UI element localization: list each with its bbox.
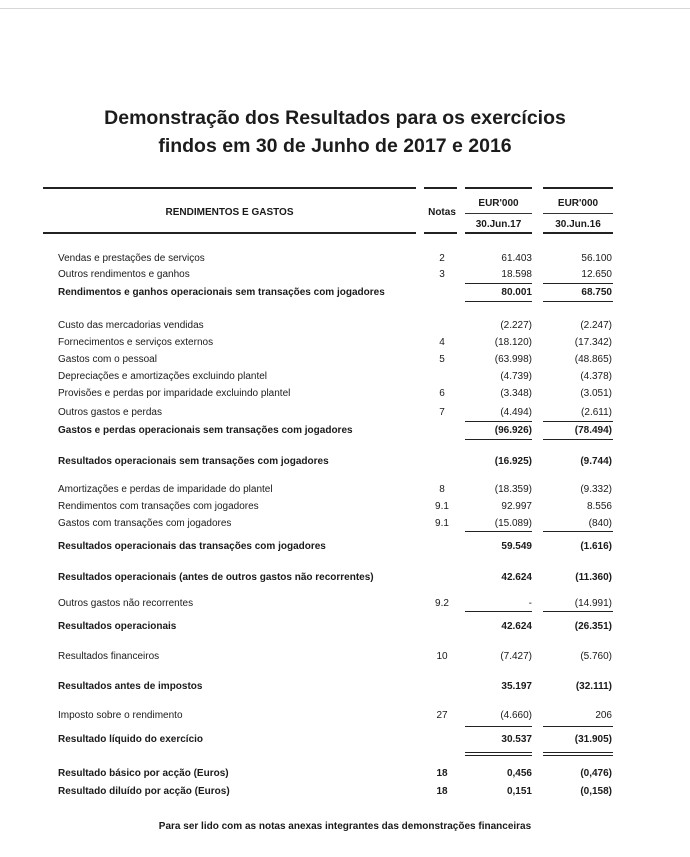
row-value-2016: (9.332) <box>580 484 612 495</box>
row-value-2017: (7.427) <box>500 651 532 662</box>
row-value-2016: 12.650 <box>581 269 612 280</box>
row-label: Fornecimentos e serviços externos <box>58 337 214 348</box>
row-value-2017: (4.494) <box>500 407 532 418</box>
row-value-2016: (0,158) <box>580 786 612 797</box>
statement-row <box>0 406 690 420</box>
header-top-rule-notas <box>424 187 457 189</box>
footer-note: Para ser lido com as notas anexas integrantes das demonstrações financeiras <box>158 821 532 832</box>
statement-row <box>0 620 690 634</box>
total-rule-2017 <box>465 301 532 302</box>
row-value-2016: (32.111) <box>575 681 612 692</box>
total-rule-2017 <box>465 439 532 440</box>
net-result-rule-2016 <box>543 752 613 753</box>
row-label: Resultado básico por acção (Euros) <box>58 768 229 779</box>
net-result-double-rule-2016 <box>543 755 613 756</box>
statement-row <box>0 455 690 469</box>
row-note: 18 <box>436 768 448 779</box>
statement-row <box>0 785 690 799</box>
row-note: 2 <box>439 253 445 264</box>
row-value-2017: (16.925) <box>494 456 532 467</box>
row-label: Amortizações e perdas de imparidade do plantel <box>58 484 273 495</box>
statement-row <box>0 319 690 333</box>
row-label: Outros gastos não recorrentes <box>58 598 194 609</box>
statement-row <box>0 597 690 611</box>
row-value-2016: (0,476) <box>580 768 612 779</box>
row-label: Resultados financeiros <box>58 651 160 662</box>
row-label: Depreciações e amortizações excluindo plantel <box>58 371 268 382</box>
row-label: Resultados operacionais (antes de outros gastos não recorrentes) <box>58 572 374 583</box>
document-title-line-2: findos em 30 de Junho de 2017 e 2016 <box>158 135 512 157</box>
row-value-2017: 0,456 <box>506 768 532 779</box>
row-label: Vendas e prestações de serviços <box>58 253 205 264</box>
row-value-2017: (4.660) <box>500 710 532 721</box>
row-value-2017: 0,151 <box>506 786 532 797</box>
statement-row <box>0 387 690 401</box>
row-note: 8 <box>439 484 445 495</box>
row-note: 7 <box>439 407 445 418</box>
row-value-2016: (840) <box>588 518 612 529</box>
row-value-2017: - <box>528 598 532 609</box>
row-value-2016: 68.750 <box>581 287 612 298</box>
subtotal-rule-2017 <box>465 283 532 284</box>
row-label: Gastos e perdas operacionais sem transações com jogadores <box>58 425 353 436</box>
row-value-2016: (2.611) <box>581 407 612 418</box>
header-bottom-rule-2016 <box>543 232 613 234</box>
net-result-double-rule-2017 <box>465 755 532 756</box>
row-value-2016: (4.378) <box>580 371 612 382</box>
row-value-2016: 56.100 <box>581 253 612 264</box>
row-note: 9.2 <box>435 598 449 609</box>
header-mid-rule-2017 <box>465 213 532 214</box>
row-label: Resultados operacionais sem transações com jogadores <box>58 456 329 467</box>
subtotal-rule-2017 <box>465 531 532 532</box>
subtotal-rule-2017 <box>465 611 532 612</box>
row-value-2016: (31.905) <box>574 734 612 745</box>
statement-row <box>0 571 690 585</box>
subtotal-rule-2017 <box>465 421 532 422</box>
row-label: Resultados operacionais das transações com jogadores <box>58 541 326 552</box>
subtotal-rule-2016 <box>543 421 613 422</box>
statement-row <box>0 680 690 694</box>
subtotal-rule-2016 <box>543 531 613 532</box>
row-value-2017: (96.926) <box>494 425 532 436</box>
row-value-2016: (17.342) <box>574 337 612 348</box>
row-label: Resultados operacionais <box>58 621 177 632</box>
row-value-2016: 8.556 <box>586 501 612 512</box>
row-note: 18 <box>436 786 448 797</box>
statement-row <box>0 540 690 554</box>
row-note: 27 <box>436 710 448 721</box>
row-label: Imposto sobre o rendimento <box>58 710 183 721</box>
row-value-2016: (11.360) <box>575 572 612 583</box>
statement-row <box>0 709 690 723</box>
subtotal-rule-2016 <box>543 283 613 284</box>
row-label: Resultado líquido do exercício <box>58 734 204 745</box>
row-label: Outros gastos e perdas <box>58 407 162 418</box>
col-2017-date: 30.Jun.17 <box>475 219 522 230</box>
row-value-2016: (26.351) <box>574 621 612 632</box>
row-value-2016: (2.247) <box>580 320 612 331</box>
statement-row <box>0 767 690 781</box>
row-value-2017: 61.403 <box>501 253 532 264</box>
row-value-2016: (5.760) <box>580 651 612 662</box>
row-value-2017: 18.598 <box>501 269 532 280</box>
statement-row <box>0 650 690 664</box>
row-note: 10 <box>436 651 448 662</box>
statement-row <box>0 370 690 384</box>
row-label: Resultados antes de impostos <box>58 681 203 692</box>
row-value-2016: (14.991) <box>574 598 612 609</box>
row-value-2016: 206 <box>595 710 612 721</box>
header-bottom-rule-notas <box>424 232 457 234</box>
row-value-2016: (48.865) <box>574 354 612 365</box>
statement-row <box>0 483 690 497</box>
subtotal-rule-2016 <box>543 726 613 727</box>
statement-row <box>0 268 690 282</box>
header-top-rule-2017 <box>465 187 532 189</box>
statement-row <box>0 353 690 367</box>
row-label: Rendimentos com transações com jogadores <box>58 501 259 512</box>
net-result-rule-2017 <box>465 752 532 753</box>
page-top-border <box>0 8 690 9</box>
header-bottom-rule-2017 <box>465 232 532 234</box>
header-top-rule <box>43 187 416 189</box>
statement-row <box>0 424 690 438</box>
row-note: 5 <box>439 354 445 365</box>
row-value-2017: (4.739) <box>500 371 532 382</box>
row-value-2017: (18.359) <box>494 484 532 495</box>
row-note: 3 <box>439 269 445 280</box>
row-note: 6 <box>439 388 445 399</box>
row-value-2017: (2.227) <box>500 320 532 331</box>
row-value-2017: 42.624 <box>501 621 532 632</box>
statement-row <box>0 252 690 266</box>
row-label: Outros rendimentos e ganhos <box>58 269 190 280</box>
row-value-2017: (3.348) <box>500 388 532 399</box>
row-value-2017: 30.537 <box>501 734 532 745</box>
row-value-2017: (15.089) <box>494 518 532 529</box>
total-rule-2016 <box>543 439 613 440</box>
row-note: 4 <box>439 337 445 348</box>
row-label: Custo das mercadorias vendidas <box>58 320 204 331</box>
notas-header: Notas <box>428 207 456 218</box>
row-value-2017: (63.998) <box>494 354 532 365</box>
subtotal-rule-2016 <box>543 611 613 612</box>
row-value-2016: (3.051) <box>580 388 612 399</box>
row-value-2016: (1.616) <box>580 541 612 552</box>
document-title-line-1: Demonstração dos Resultados para os exercícios <box>104 107 566 129</box>
statement-row <box>0 336 690 350</box>
row-label: Gastos com o pessoal <box>58 354 157 365</box>
row-note: 9.1 <box>435 518 449 529</box>
row-value-2017: 80.001 <box>501 287 532 298</box>
col-2016-date: 30.Jun.16 <box>555 219 601 230</box>
header-mid-rule-2016 <box>543 213 613 214</box>
statement-row <box>0 517 690 531</box>
row-label: Rendimentos e ganhos operacionais sem transações com jogadores <box>58 287 385 298</box>
row-value-2016: (78.494) <box>574 425 612 436</box>
row-label: Provisões e perdas por imparidade excluindo plantel <box>58 388 291 399</box>
col-2016-unit: EUR'000 <box>557 198 599 209</box>
header-top-rule-2016 <box>543 187 613 189</box>
row-value-2017: 92.997 <box>501 501 532 512</box>
row-value-2017: 59.549 <box>501 541 532 552</box>
section-header: RENDIMENTOS E GASTOS <box>165 207 294 218</box>
row-value-2017: 42.624 <box>501 572 532 583</box>
row-value-2017: (18.120) <box>494 337 532 348</box>
statement-row <box>0 733 690 747</box>
row-label: Resultado diluído por acção (Euros) <box>58 786 230 797</box>
header-bottom-rule <box>43 232 416 234</box>
row-value-2017: 35.197 <box>501 681 532 692</box>
col-2017-unit: EUR'000 <box>478 198 519 209</box>
row-note: 9.1 <box>435 501 449 512</box>
row-value-2016: (9.744) <box>580 456 612 467</box>
subtotal-rule-2017 <box>465 726 532 727</box>
statement-row <box>0 286 690 300</box>
row-label: Gastos com transações com jogadores <box>58 518 232 529</box>
total-rule-2016 <box>543 301 613 302</box>
statement-row <box>0 500 690 514</box>
